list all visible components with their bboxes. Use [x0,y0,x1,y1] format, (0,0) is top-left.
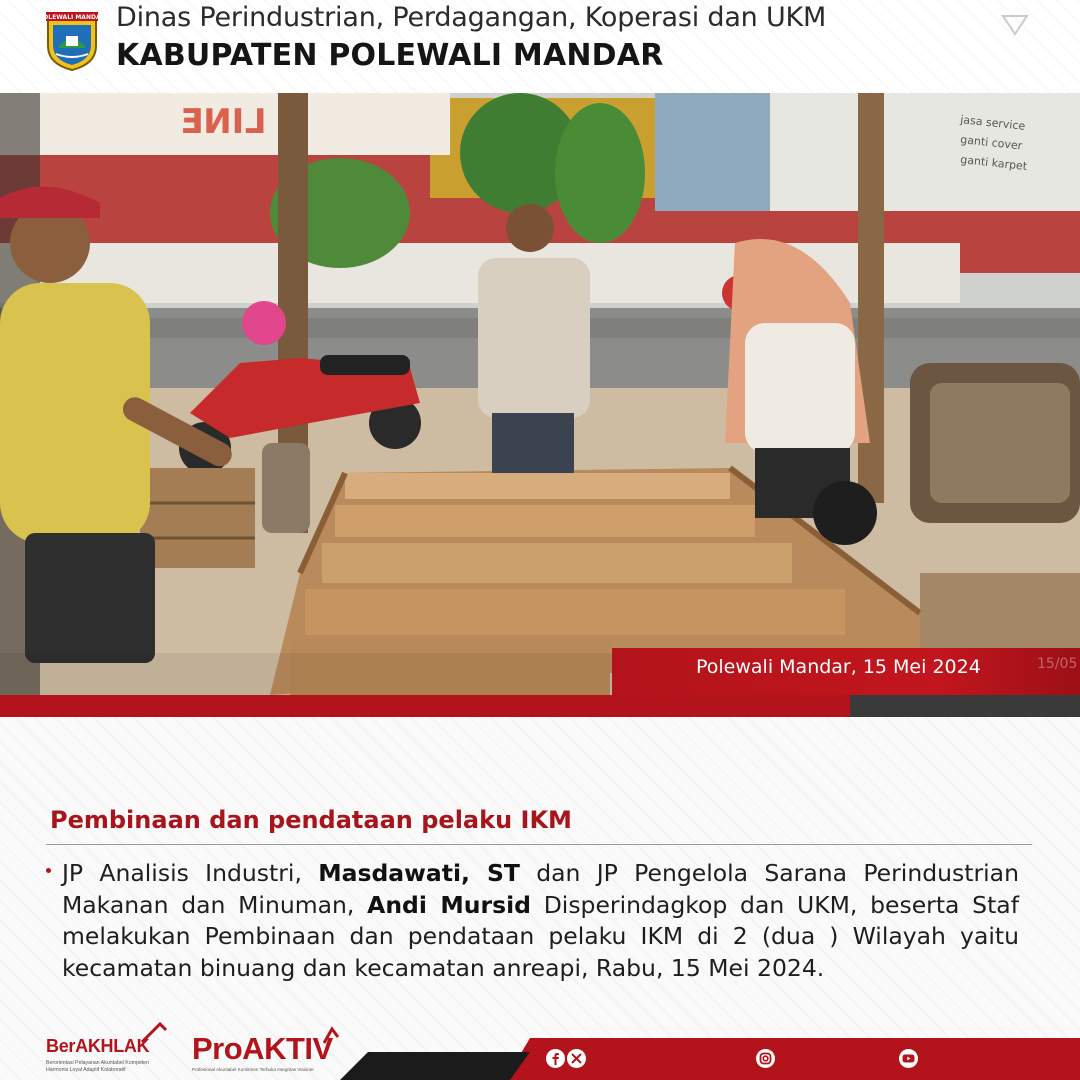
x-icon[interactable] [567,1049,586,1068]
photo-date-watermark: 15/05 [1037,656,1078,672]
triangle-down-icon [1001,13,1029,37]
name-andi-mursid: Andi Mursid [367,890,531,919]
spark-icon [320,1025,342,1047]
logo-text: POLEWALI MANDAR [38,14,106,21]
instagram-icon[interactable] [756,1049,775,1068]
berakhlak-word: BerAKHLAK [46,1036,150,1056]
svg-text:ganti cover: ganti cover [959,133,1023,153]
para-text-1: JP Analisis Industri, [62,859,319,887]
article-paragraph [62,858,1019,984]
header [0,0,1080,93]
event-photo [0,93,1080,695]
photo-illustration [0,93,1080,695]
berakhlak-tagline: Berorientasi Pelayanan Akuntabel Kompeten Harmonis Loyal Adaptif Kolaboratif [46,1060,149,1073]
photo-caption: Polewali Mandar, 15 Mei 2024 [696,656,981,678]
svg-text:ganti karpet: ganti karpet [959,153,1028,173]
berakhlak-logo [46,1024,172,1074]
para-text-3: Disperindagkop dan UKM, beserta Staf melakukan Pembinaan dan pendataan pelaku IKM di 2 (dua ) Wilayah yaitu kecamatan binuang dan kecamatan anreapi, Rabu, 15 Mei 2024. [62,890,1019,982]
youtube-icon[interactable] [899,1049,918,1068]
proaktiv-tagline: Profesional Akuntabel Komitmen Terbuka Integritas Visioner [192,1067,314,1072]
facebook-icon[interactable] [546,1049,565,1068]
divider-dark [850,695,1080,717]
svg-text:ƎИI⅃: ƎИI⅃ [180,102,266,142]
divider-red [0,695,850,717]
proaktiv-logo [192,1025,352,1075]
title-rule [46,844,1032,845]
agency-name: Dinas Perindustrian, Perdagangan, Koperasi dan UKM [116,2,827,33]
svg-text:jasa service: jasa service [959,113,1026,133]
para-text-2: dan JP Pengelola Sarana Perindustrian Makanan dan Minuman, [62,859,1019,919]
name-masdawati: Masdawati, ST [318,859,520,887]
regency-name: KABUPATEN POLEWALI MANDAR [116,38,664,73]
regency-logo [38,10,106,72]
article-title: Pembinaan dan pendataan pelaku IKM [50,806,572,834]
bullet-icon [46,868,51,873]
footer-band [340,1038,1080,1080]
proaktiv-word: ProAKTIV [192,1031,333,1066]
